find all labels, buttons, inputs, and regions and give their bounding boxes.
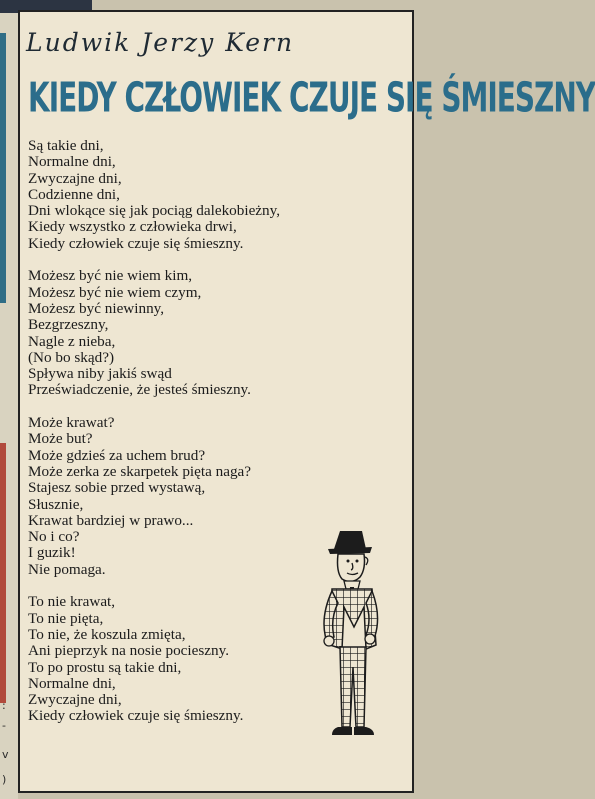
margin-fragment: ) [2,773,7,786]
poem-line: I guzik! [28,544,76,562]
margin-fragment: v [2,748,9,761]
poem-line: Ani pieprzyk na nosie pocieszny. [28,642,230,660]
poem-line: Możesz być nie wiem kim, [28,267,193,285]
poem-line: Możesz być niewinny, [28,299,165,317]
poem-line: Są takie dni, [28,137,104,154]
author-name: Ludwik Jerzy Kern [26,28,295,57]
poem-line: Zwyczajne dni, [28,691,122,709]
poem-line: To nie, że koszula zmięta, [28,625,186,643]
adjacent-page-strip [0,13,18,799]
stanza [28,268,408,398]
poem-line: Codzienne dni, [28,185,120,203]
margin-fragment: : [2,699,6,712]
margin-fragment: - [2,719,6,732]
poem-line: Może zerka ze skarpetek pięta naga? [28,462,252,480]
poem-line: Kiedy człowiek czuje się śmieszny. [28,707,244,725]
blue-margin-band [0,33,6,303]
poem-line: Przeświadczenie, że jesteś śmieszny. [28,381,251,399]
poem-line: Krawat bardziej w prawo... [28,511,194,529]
poem-line: Możesz być nie wiem czym, [28,283,202,301]
poem-line: To nie pięta, [28,609,104,627]
poem-line: Nie pomaga. [28,560,106,578]
man-in-checked-suit-illustration [308,527,388,752]
red-margin-band [0,443,6,703]
poem-line: To po prostu są takie dni, [28,658,182,676]
stanza [28,138,408,252]
poem-line: Dni wlokące się jak pociąg dalekobieżny, [28,202,281,220]
poem-line: Nagle z nieba, [28,332,116,350]
poem-line: Normalne dni, [28,153,116,171]
poem-line: (No bo skąd?) [28,348,115,366]
poem-line: Może but? [28,430,93,448]
poem-line: Zwyczajne dni, [28,169,122,187]
poem-line: Normalne dni, [28,674,116,692]
poem-line: Może krawat? [28,414,115,432]
poem-line: Słusznie, [28,495,84,513]
poem-line: Może gdzieś za uchem brud? [28,446,206,464]
poem-line: Kiedy wszystko z człowieka drwi, [28,218,237,236]
poem-line: Bezgrzeszny, [28,316,109,334]
poem-line: No i co? [28,528,80,546]
poem-line: Stajesz sobie przed wystawą, [28,479,206,497]
poem-line: Spływa niby jakiś swąd [28,365,172,383]
poem-panel [18,10,595,793]
poem-line: To nie krawat, [28,593,116,611]
poem-line: Kiedy człowiek czuje się śmieszny. [28,234,244,252]
poem-title: KIEDY CZŁOWIEK CZUJE SIĘ ŚMIESZNY [28,74,595,122]
